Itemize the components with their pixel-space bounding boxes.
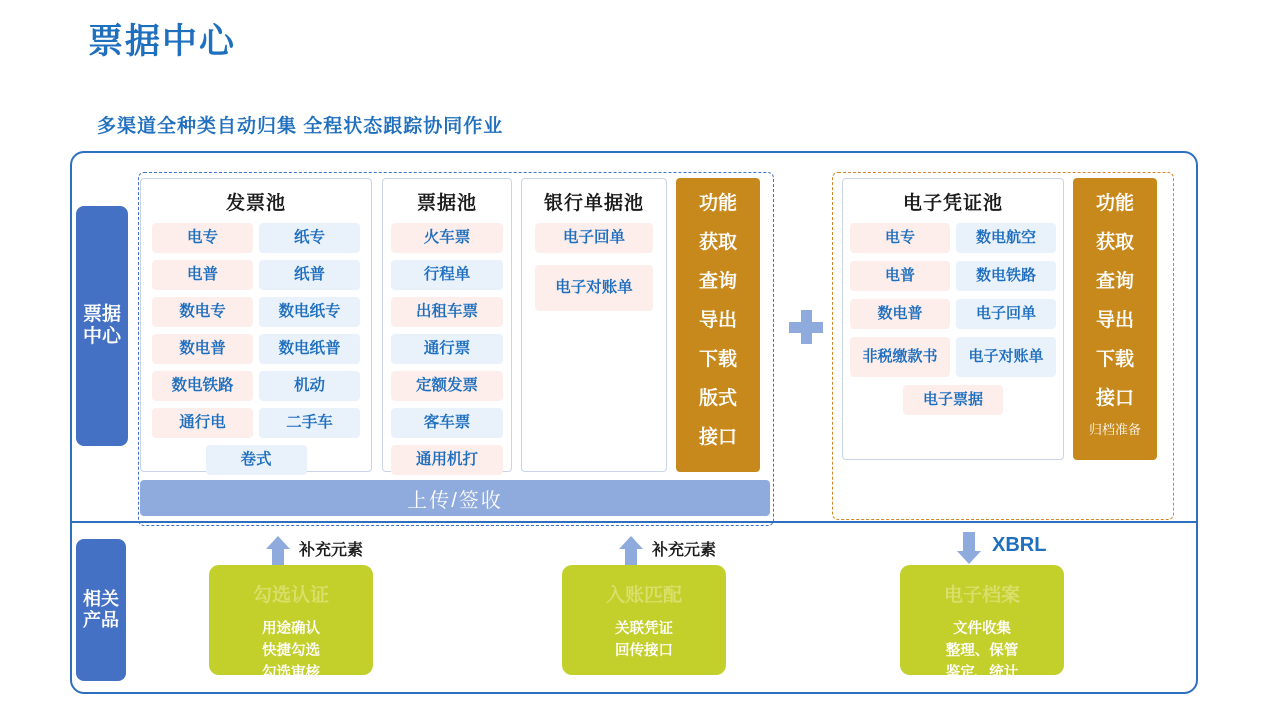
product-lines-1	[209, 619, 373, 684]
pool-chip: 电子票据	[903, 385, 1003, 415]
pool-card-invoice	[140, 178, 372, 472]
product-title-3: 电子档案	[943, 585, 1020, 606]
pool-card-bill	[382, 178, 512, 472]
arrow-down-icon-3	[957, 532, 981, 564]
page-subtitle: 多渠道全种类自动归集 全程状态跟踪协同作业	[97, 116, 504, 137]
pool-chip: 非税 缴款书	[850, 337, 950, 377]
function-right-items	[1073, 227, 1157, 410]
function-item: 导出	[698, 310, 737, 331]
side-tab-related-products-label: 相关产品	[83, 588, 119, 630]
function-item: 接口	[698, 427, 737, 448]
product-card-3	[900, 565, 1064, 681]
pool-chips-evoucher	[843, 223, 1063, 423]
pool-chip: 数电纸专	[259, 297, 360, 327]
function-right-note: 归档准备	[1088, 422, 1141, 437]
function-item: 导出	[1095, 310, 1134, 331]
pool-chip: 电子 对账单	[956, 337, 1056, 377]
pool-chip: 数电普	[152, 334, 253, 364]
arrow-label-xbrl: XBRL	[992, 534, 1047, 556]
side-tab-related-products	[76, 539, 126, 681]
function-item: 查询	[1095, 271, 1134, 292]
pool-chip: 出租车票	[391, 297, 503, 327]
function-column-right	[1073, 178, 1157, 460]
pool-chip: 电专	[152, 223, 253, 253]
pool-chip: 定额发票	[391, 371, 503, 401]
arrow-head	[957, 551, 981, 564]
product-line: 回传接口	[615, 642, 673, 659]
pool-chips-bank	[522, 223, 666, 323]
product-line: 用途确认	[262, 621, 320, 637]
product-line: 勾选审核	[262, 664, 320, 681]
function-item: 获取	[1095, 232, 1134, 253]
product-line: 快捷勾选	[262, 642, 320, 659]
product-card-2	[562, 565, 726, 675]
function-left-title: 功能	[698, 193, 737, 214]
product-card-1	[209, 565, 373, 681]
side-tab-bill-center	[76, 206, 128, 446]
page-title: 票据中心	[88, 22, 237, 61]
pool-chip: 二手车	[259, 408, 360, 438]
pool-chip: 数电铁路	[956, 261, 1056, 291]
pool-chip: 通用机打	[391, 445, 503, 475]
pool-chip: 通行电	[152, 408, 253, 438]
pool-chip: 数电普	[850, 299, 950, 329]
pool-chip: 电子 对账单	[535, 265, 653, 311]
pool-chip: 电专	[850, 223, 950, 253]
pool-chip: 纸专	[259, 223, 360, 253]
product-title-1: 勾选认证	[252, 585, 329, 606]
pool-chip: 电子回单	[956, 299, 1056, 329]
arrow-label-2: 补充元素	[652, 542, 717, 559]
side-tab-bill-center-label: 票据中心	[82, 303, 121, 347]
function-item: 下载	[698, 349, 737, 370]
pool-chip: 数电专	[152, 297, 253, 327]
product-lines-3	[900, 619, 1064, 684]
function-right-title: 功能	[1095, 193, 1134, 214]
pool-card-bank	[521, 178, 667, 472]
function-item: 查询	[698, 271, 737, 292]
function-left-items	[676, 227, 760, 449]
arrow-label-1: 补充元素	[299, 542, 364, 559]
function-column-left	[676, 178, 760, 472]
product-lines-2	[562, 619, 726, 663]
pool-card-evoucher	[842, 178, 1064, 460]
pool-title-bank: 银行单据池	[543, 193, 644, 214]
pool-title-invoice: 发票池	[225, 193, 286, 214]
function-item: 下载	[1095, 349, 1134, 370]
pool-chip: 机动	[259, 371, 360, 401]
pool-title-evoucher: 电子凭证池	[902, 193, 1003, 214]
pool-chip: 数电纸普	[259, 334, 360, 364]
arrow-shaft	[963, 532, 975, 553]
pool-chips-invoice	[141, 223, 371, 482]
pool-chip: 行程单	[391, 260, 503, 290]
pool-chip: 数电航空	[956, 223, 1056, 253]
product-title-2: 入账匹配	[605, 585, 682, 606]
product-line: 关联凭证	[615, 621, 673, 637]
pool-chip: 通行票	[391, 334, 503, 364]
pool-chip: 火车票	[391, 223, 503, 253]
function-item: 获取	[698, 232, 737, 253]
pool-chip: 卷式	[206, 445, 307, 475]
pool-chip: 数电铁路	[152, 371, 253, 401]
pool-title-bill: 票据池	[416, 193, 477, 214]
arrow-up-icon-2	[619, 536, 643, 568]
plus-icon	[789, 310, 823, 344]
product-line: 鉴定、统计	[945, 664, 1019, 681]
pool-chip: 电子回单	[535, 223, 653, 253]
pool-chips-bill	[383, 223, 511, 482]
upload-signoff-bar: 上传/签收	[140, 480, 770, 516]
pool-chip: 纸普	[259, 260, 360, 290]
product-line: 文件收集	[953, 621, 1011, 637]
pool-chip: 客车票	[391, 408, 503, 438]
function-item: 版式	[698, 388, 737, 409]
pool-chip: 电普	[850, 261, 950, 291]
function-item: 接口	[1095, 388, 1134, 409]
pool-chip: 电普	[152, 260, 253, 290]
arrow-up-icon-1	[266, 536, 290, 568]
product-line: 整理、保管	[945, 642, 1019, 659]
